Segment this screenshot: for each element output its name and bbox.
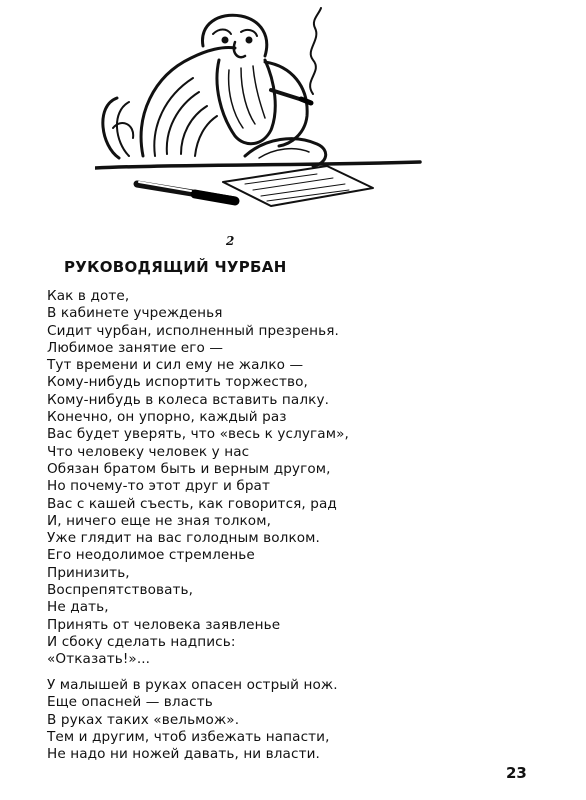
section-number: 2 <box>226 234 235 248</box>
poem-line: Тем и другим, чтоб избежать напасти, <box>47 728 330 745</box>
poem-line: «Отказать!»... <box>47 651 151 668</box>
poem-line: В руках таких «вельмож». <box>47 711 240 728</box>
poem-line: Кому-нибудь испортить торжество, <box>47 374 308 391</box>
poem-line: Любимое занятие его — <box>47 339 224 356</box>
poem-line: У малышей в руках опасен острый нож. <box>47 677 338 693</box>
poem-line: Принять от человека заявленье <box>47 616 281 633</box>
poem-line: Не надо ни ножей давать, ни власти. <box>47 746 320 763</box>
poem-line: Обязан братом быть и верным другом, <box>47 460 331 477</box>
poem-line: Его неодолимое стремленье <box>47 547 255 564</box>
poem-line: Но почему-то этот друг и брат <box>47 478 271 495</box>
poem-line: И, ничего еще не зная толком, <box>47 512 272 529</box>
poem-line: Вас будет уверять, что «весь к услугам», <box>47 426 349 443</box>
poem-stanza-1 <box>47 288 349 669</box>
page-number: 23 <box>506 764 527 782</box>
poem-line: Тут времени и сил ему не жалко — <box>47 357 304 374</box>
poem-line: Не дать, <box>47 599 109 616</box>
poem-line: В кабинете учрежденья <box>47 305 223 322</box>
poem-line: И сбоку сделать надпись: <box>47 633 236 650</box>
poem-line: Принизить, <box>47 564 130 581</box>
poem-title: РУКОВОДЯЩИЙ ЧУРБАН <box>64 258 287 276</box>
poem-line: Сидит чурбан, исполненный презренья. <box>47 322 339 339</box>
bureaucrat-illustration <box>95 6 425 216</box>
poem-stanza-2 <box>47 677 338 763</box>
poem-line: Воспрепятствовать, <box>47 582 194 599</box>
poem-line: Еще опасней — власть <box>47 694 213 711</box>
poem-line: Что человеку человек у нас <box>47 443 250 460</box>
poem-line: Кому-нибудь в колеса вставить палку. <box>47 391 330 408</box>
poem-line: Конечно, он упорно, каждый раз <box>47 409 287 426</box>
poem-line: Уже глядит на вас голодным волком. <box>47 530 320 547</box>
bureaucrat-at-desk-sketch-icon <box>95 6 425 216</box>
poem-line: Вас с кашей съесть, как говорится, рад <box>47 495 337 512</box>
poem-line: Как в доте, <box>47 288 130 304</box>
